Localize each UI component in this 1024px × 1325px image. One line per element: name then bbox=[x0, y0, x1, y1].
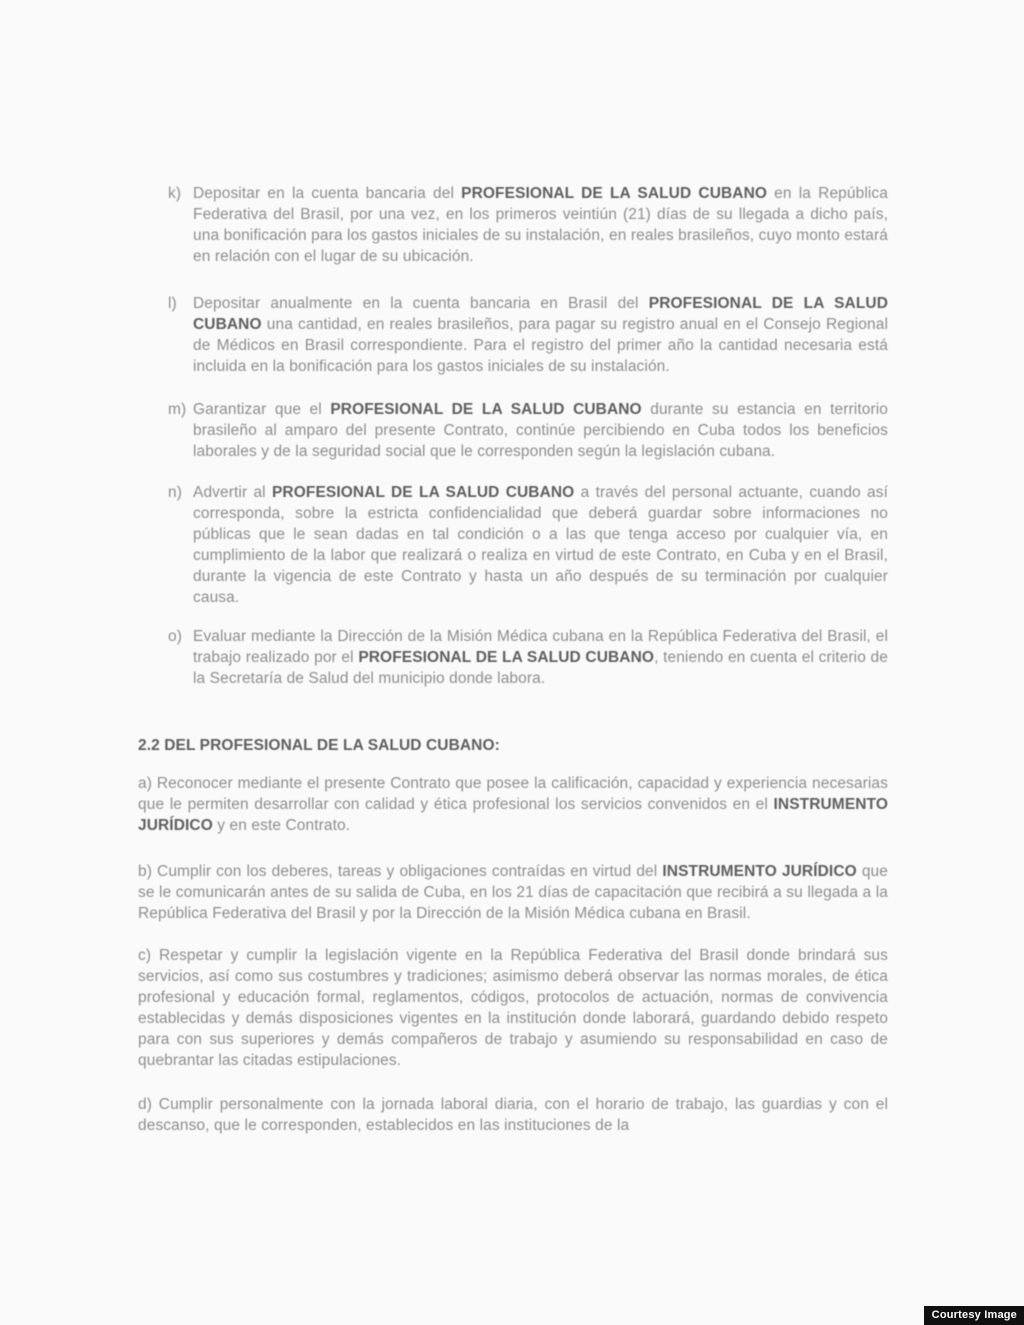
obligation-list bbox=[138, 183, 888, 689]
list-item-label: m) bbox=[168, 401, 187, 418]
paragraph: a) Reconocer mediante el presente Contrato que posee la calificación, capacidad y experiencia necesarias que le permiten desarrollar con calidad y ética profesional los servicios convenidos en el INSTRUMENTO JURÍDICO y en este Contrato. bbox=[138, 775, 888, 834]
list-item-n bbox=[168, 482, 888, 608]
list-item-o bbox=[168, 626, 888, 689]
list-item-text: Depositar anualmente en la cuenta bancaria en Brasil del PROFESIONAL DE LA SALUD CUBANO una cantidad, en reales brasileños, para pagar su registro anual en el Consejo Regional de Médicos en Brasil correspondiente. Para el registro del primer año la cantidad necesaria está incluida en la bonificación para los gastos iniciales de su instalación. bbox=[193, 295, 888, 375]
paragraph: c) Respetar y cumplir la legislación vigente en la República Federativa del Brasil donde brindará sus servicios, así como sus costumbres y tradiciones; asimismo deberá observar las normas morales, de ética profesional y educación formal, reglamentos, códigos, protocolos de actuación, normas de convivencia establecidas y demás disposiciones vigentes en la institución donde laborará, guardando debido respeto para con sus superiores y demás compañeros de trabajo y asumiendo su responsabilidad en caso de quebrantar las citadas estipulaciones. bbox=[138, 947, 888, 1069]
paragraph: b) Cumplir con los deberes, tareas y obligaciones contraídas en virtud del INSTRUMENTO JURÍDICO que se le comunicarán antes de su salida de Cuba, en los 21 días de capacitación que recibirá a su llegada a la República Federativa del Brasil y por la Dirección de la Misión Médica cubana en Brasil. bbox=[138, 863, 888, 922]
list-item-label: l) bbox=[168, 295, 177, 312]
section-heading: 2.2 DEL PROFESIONAL DE LA SALUD CUBANO: bbox=[138, 737, 500, 754]
list-item-text: Evaluar mediante la Dirección de la Misión Médica cubana en la República Federativa del Brasil, el trabajo realizado por el PROFESIONAL DE LA SALUD CUBANO, teniendo en cuenta el criterio de la Secretaría de Salud del municipio donde labora. bbox=[193, 628, 888, 687]
list-item-l bbox=[168, 293, 888, 377]
list-item-text: Advertir al PROFESIONAL DE LA SALUD CUBANO a través del personal actuante, cuando así corresponda, sobre la estricta confidencialidad que deberá guardar sobre informaciones no públicas que le sean dadas en tal condición o a las que tenga acceso por cualquier vía, en cumplimiento de la labor que realizará o realiza en virtud de este Contrato, en Cuba y en el Brasil, durante la vigencia de este Contrato y hasta un año después de su terminación por cualquier causa. bbox=[193, 484, 888, 606]
scanned-contract-text bbox=[138, 183, 888, 1136]
list-item-text: Depositar en la cuenta bancaria del PROFESIONAL DE LA SALUD CUBANO en la República Federativa del Brasil, por una vez, en los primeros veintiún (21) días de su llegada a dicho país, una bonificación para los gastos iniciales de su instalación, en reales brasileños, cuyo monto estará en relación con el lugar de su ubicación. bbox=[193, 185, 888, 265]
list-item-m bbox=[168, 399, 888, 462]
list-item-label: k) bbox=[168, 185, 182, 202]
paragraph: d) Cumplir personalmente con la jornada laboral diaria, con el horario de trabajo, las guardias y con el descanso, que le corresponden, establecidos en las instituciones de la bbox=[138, 1096, 888, 1134]
list-item-k bbox=[168, 183, 888, 267]
courtesy-image-badge: Courtesy Image bbox=[924, 1306, 1024, 1325]
list-item-label: o) bbox=[168, 628, 182, 645]
list-item-label: n) bbox=[168, 484, 182, 501]
paragraph-block bbox=[138, 773, 888, 1136]
list-item-text: Garantizar que el PROFESIONAL DE LA SALUD CUBANO durante su estancia en territorio brasileño al amparo del presente Contrato, continúe percibiendo en Cuba todos los beneficios laborales y de la seguridad social que le corresponden según la legislación cubana. bbox=[193, 401, 888, 460]
